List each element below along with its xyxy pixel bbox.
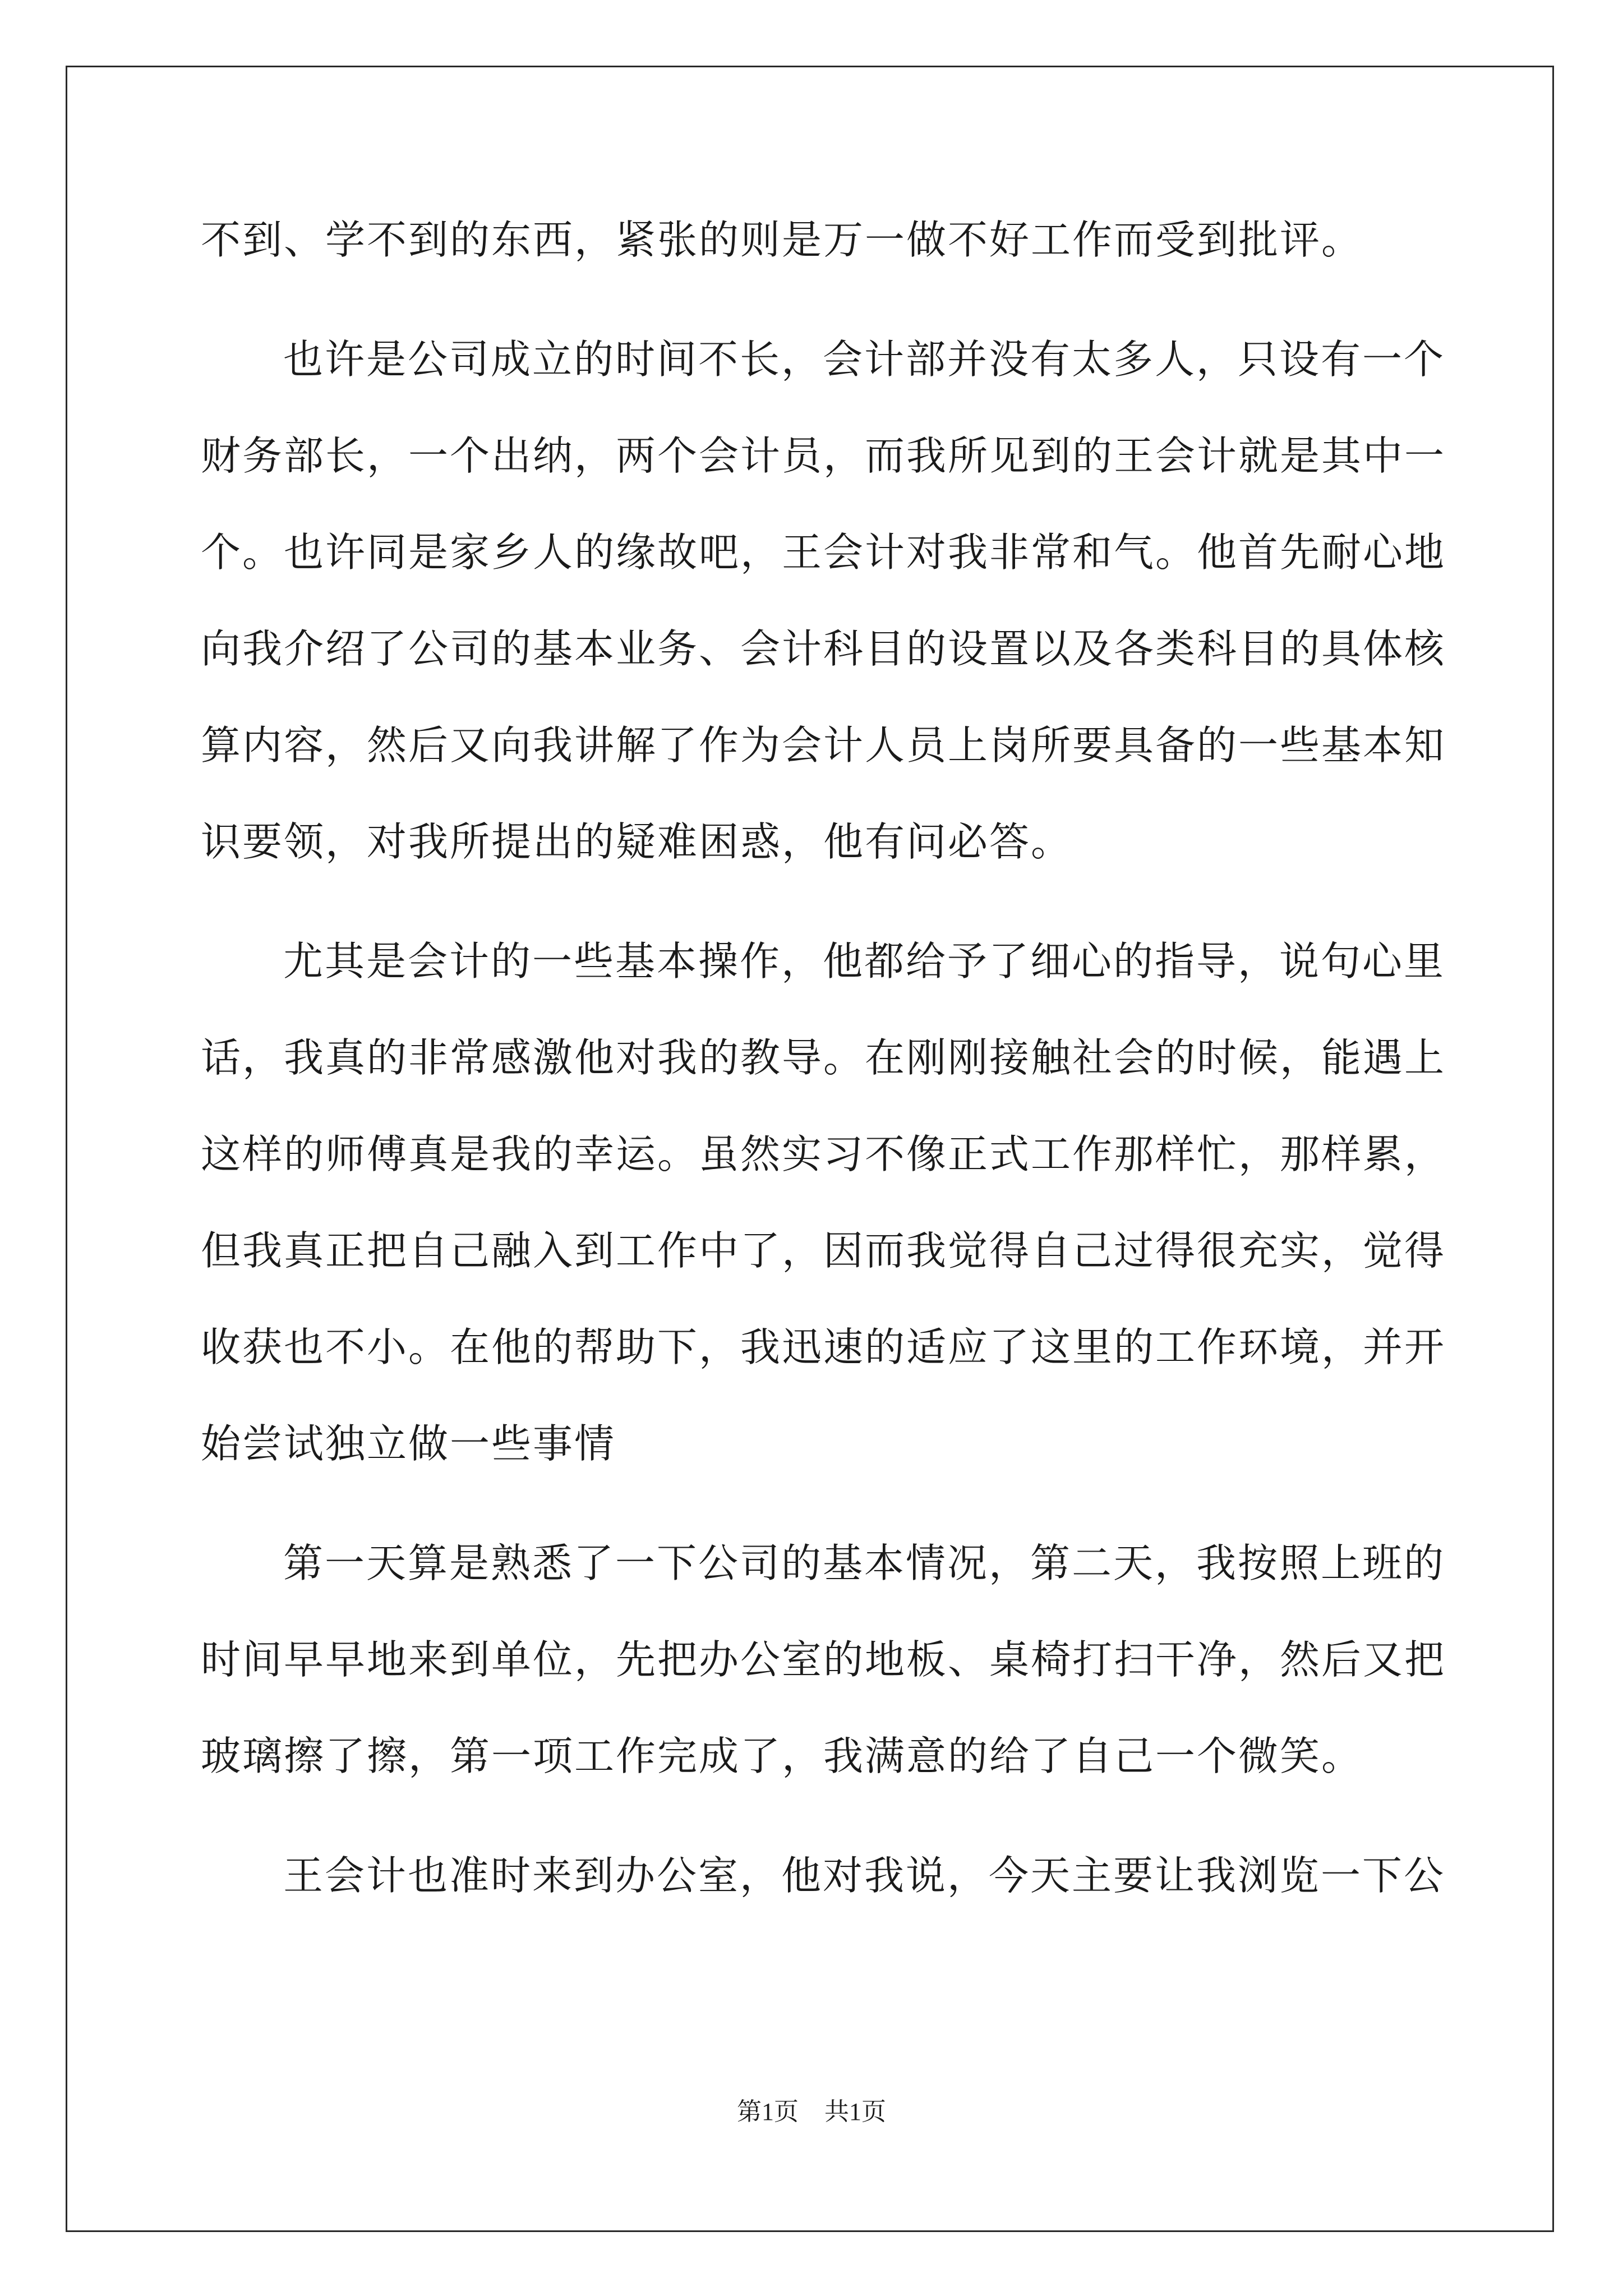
text-line: 收获也不小。在他的帮助下，我迅速的适应了这里的工作环境，并开	[201, 1324, 1446, 1370]
page-number: 第1页	[737, 2098, 799, 2125]
page-footer	[0, 2095, 1623, 2129]
text-line: 财务部长，一个出纳，两个会计员，而我所见到的王会计就是其中一	[201, 432, 1446, 479]
text-line: 个。也许同是家乡人的缘故吧，王会计对我非常和气。他首先耐心地	[201, 529, 1446, 576]
text-line: 玻璃擦了擦，第一项工作完成了，我满意的给了自己一个微笑。	[201, 1733, 1363, 1779]
text-line: 但我真正把自己融入到工作中了，因而我觉得自己过得很充实，觉得	[201, 1227, 1446, 1274]
text-line: 不到、学不到的东西，紧张的则是万一做不好工作而受到批评。	[201, 217, 1363, 263]
text-line: 识要领，对我所提出的疑难困惑，他有问必答。	[201, 818, 1073, 865]
text-line: 第一天算是熟悉了一下公司的基本情况，第二天，我按照上班的	[283, 1540, 1446, 1586]
text-line: 这样的师傅真是我的幸运。虽然实习不像正式工作那样忙，那样累，	[201, 1131, 1446, 1177]
text-line: 算内容，然后又向我讲解了作为会计人员上岗所要具备的一些基本知	[201, 722, 1446, 769]
text-line: 始尝试独立做一些事情	[201, 1420, 616, 1467]
text-line: 时间早早地来到单位，先把办公室的地板、桌椅打扫干净，然后又把	[201, 1636, 1446, 1683]
text-line: 向我介绍了公司的基本业务、会计科目的设置以及各类科目的具体核	[201, 625, 1446, 672]
text-line: 也许是公司成立的时间不长，会计部并没有太多人，只设有一个	[283, 336, 1446, 383]
text-line: 尤其是会计的一些基本操作，他都给予了细心的指导，说句心里	[283, 938, 1446, 984]
page-total: 共1页	[824, 2098, 886, 2125]
text-line: 王会计也准时来到办公室，他对我说，今天主要让我浏览一下公	[283, 1852, 1446, 1899]
text-line: 话，我真的非常感激他对我的教导。在刚刚接触社会的时候，能遇上	[201, 1034, 1446, 1081]
